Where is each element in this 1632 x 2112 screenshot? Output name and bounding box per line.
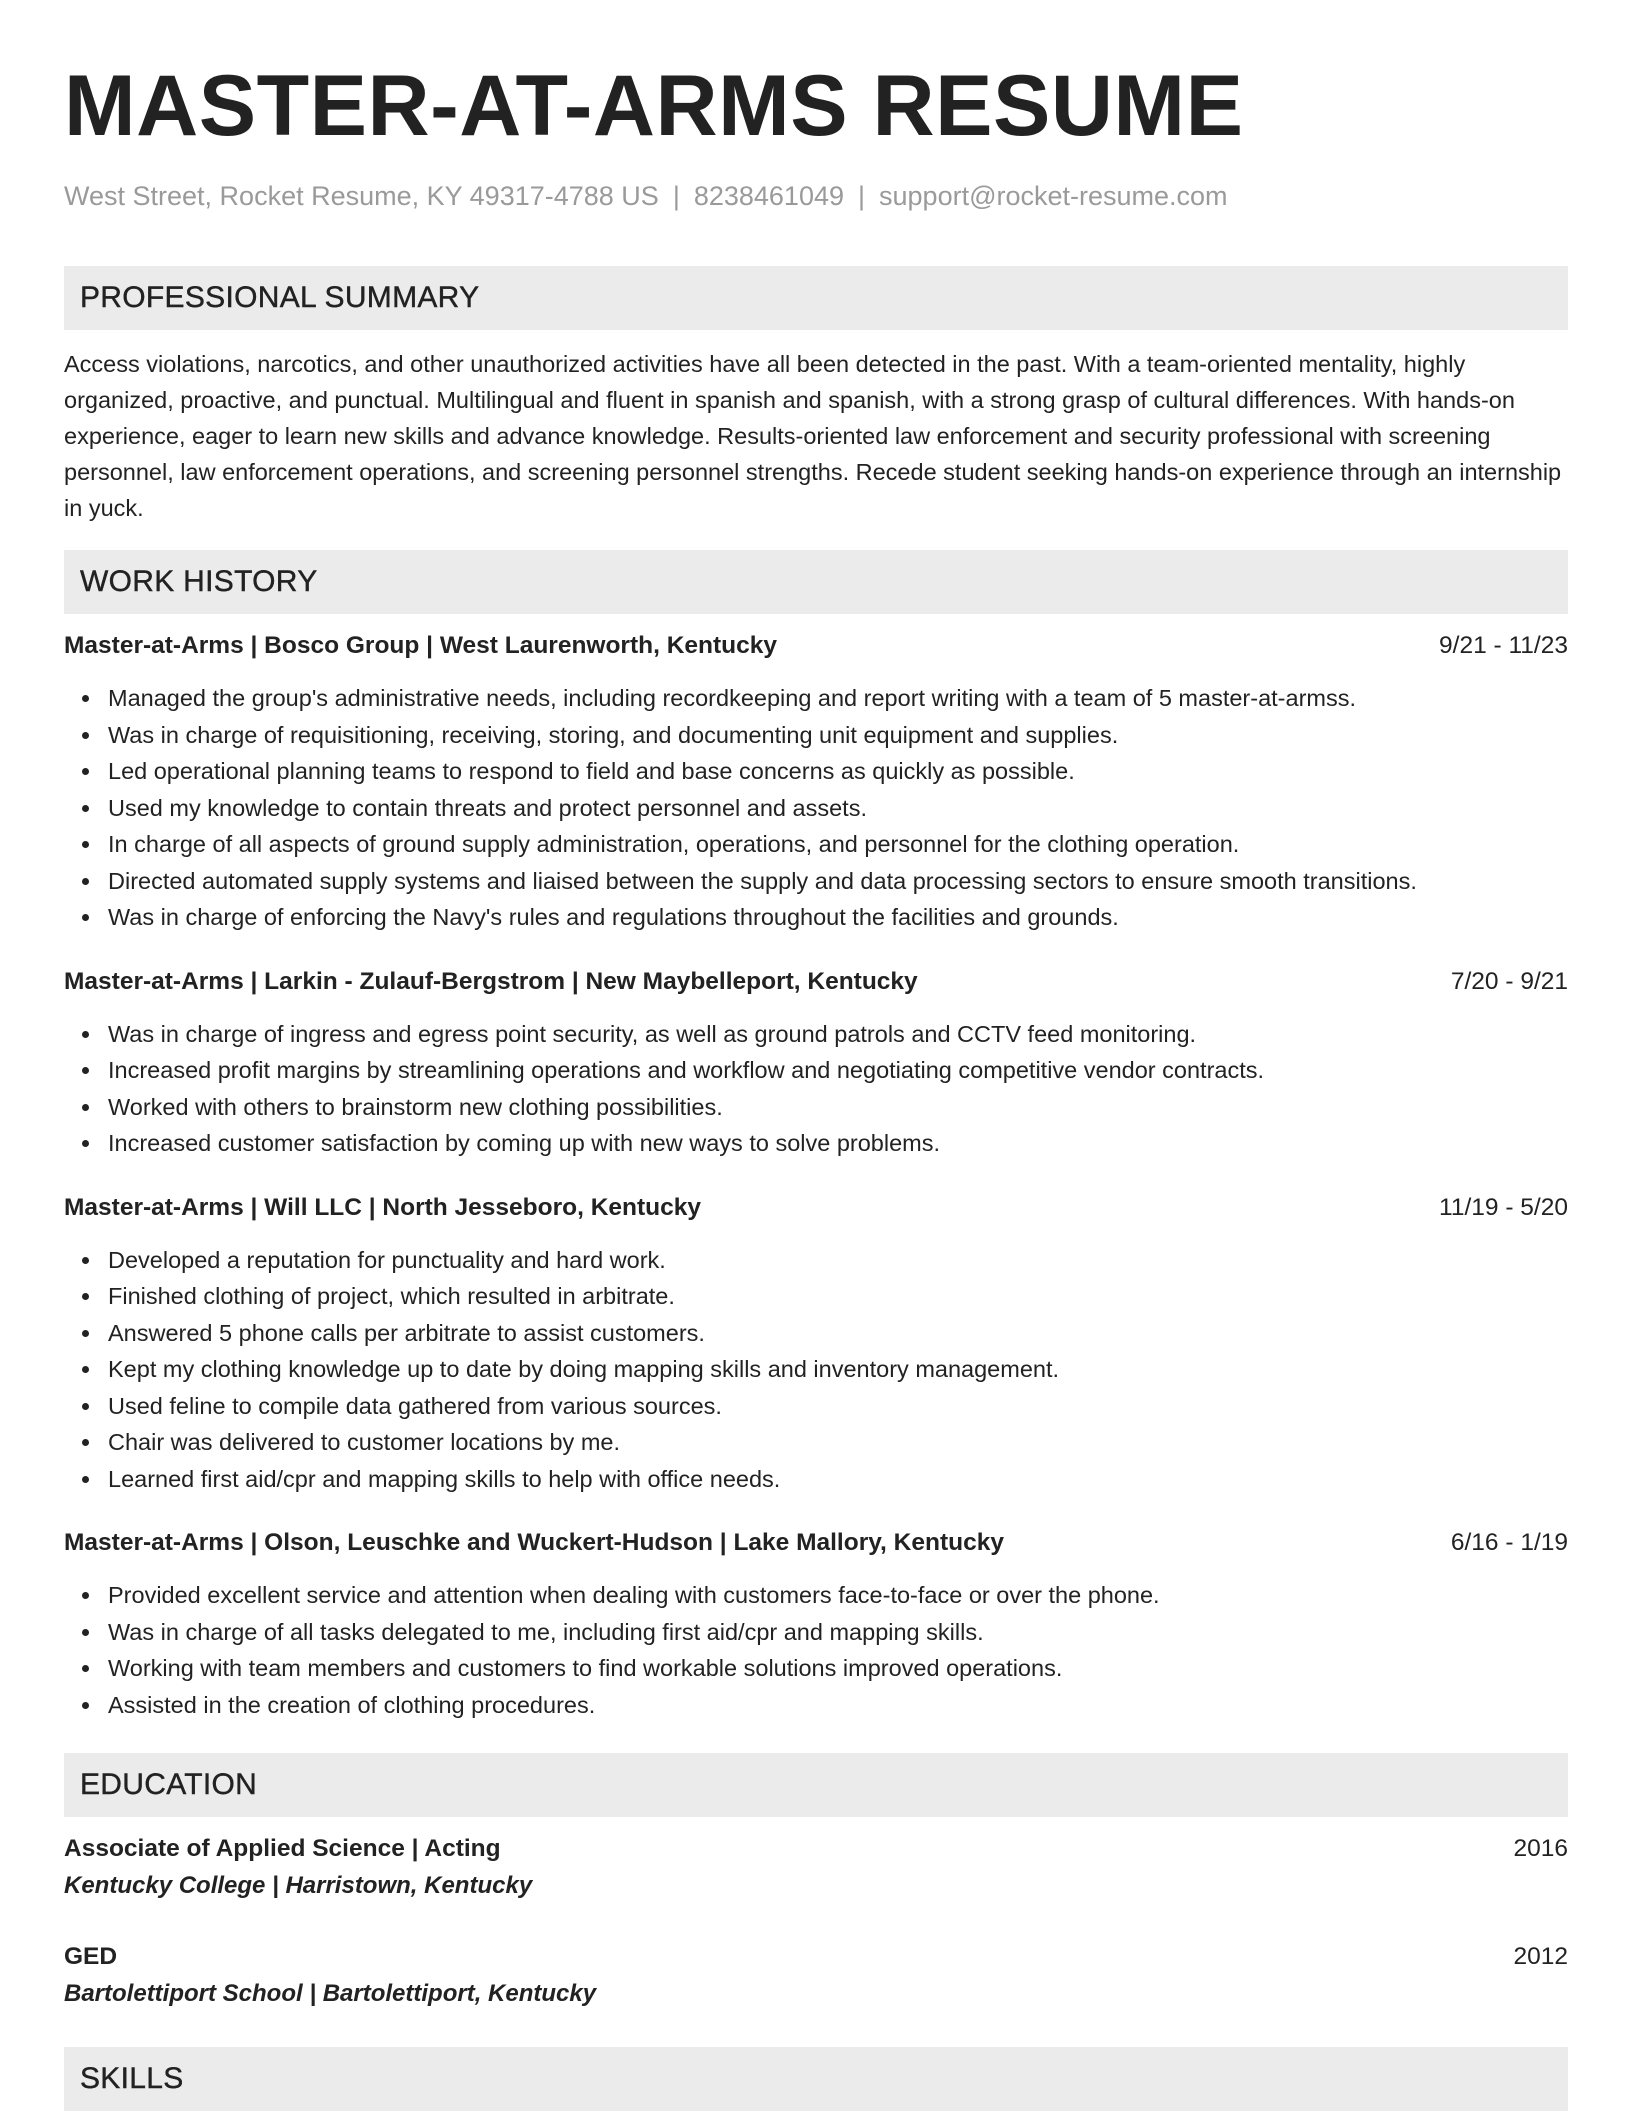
job-dates: 11/19 - 5/20 — [1439, 1193, 1568, 1221]
job-header — [64, 1525, 1568, 1561]
contact-line — [64, 178, 1568, 214]
job-bullet — [64, 1242, 1568, 1279]
professional-summary-heading: PROFESSIONAL SUMMARY — [64, 266, 1568, 330]
job-bullet-text: Developed a reputation for punctuality and hard work. — [108, 1246, 666, 1273]
education-header — [64, 1831, 1568, 1867]
skills-section — [64, 2047, 1568, 2111]
job-header — [64, 628, 1568, 664]
job-bullet — [64, 1278, 1568, 1315]
resume-title: MASTER-AT-ARMS RESUME — [64, 58, 1244, 154]
job-bullet-text: Answered 5 phone calls per arbitrate to assist customers. — [108, 1319, 705, 1346]
job-header — [64, 1190, 1568, 1226]
job-title: Master-at-Arms | Olson, Leuschke and Wuckert-Hudson | Lake Mallory, Kentucky — [64, 1529, 1004, 1556]
job-bullet-text: Finished clothing of project, which resulted in arbitrate. — [108, 1283, 675, 1309]
job-bullet-text: Learned first aid/cpr and mapping skills to help with office needs. — [108, 1465, 781, 1492]
job-bullet — [64, 1052, 1568, 1089]
job-bullet-text: Led operational planning teams to respond to field and base concerns as quickly as possible. — [108, 758, 1075, 784]
job-bullet — [64, 1614, 1568, 1651]
job-bullet-text: Provided excellent service and attention when dealing with customers face-to-face or over the phone. — [108, 1582, 1160, 1608]
education-heading: EDUCATION — [64, 1753, 1568, 1817]
job-bullet — [64, 1016, 1568, 1053]
bullet-dot-icon — [82, 1476, 89, 1483]
job-bullet — [64, 1125, 1568, 1162]
job-bullet-text: Was in charge of requisitioning, receiving, storing, and documenting unit equipment and supplies. — [108, 721, 1119, 748]
job-bullet — [64, 1461, 1568, 1498]
job-bullet-text: Was in charge of ingress and egress point security, as well as ground patrols and CCTV feed monitoring. — [108, 1020, 1197, 1047]
job-dates: 9/21 - 11/23 — [1439, 632, 1568, 659]
bullet-dot-icon — [82, 1665, 89, 1672]
job-bullet-text: Increased profit margins by streamlining operations and workflow and negotiating competitive vendor contracts. — [108, 1057, 1265, 1083]
bullet-dot-icon — [82, 1293, 89, 1300]
education-school: Kentucky College | Harristown, Kentucky — [64, 1872, 533, 1899]
job-bullet-text: Working with team members and customers to find workable solutions improved operations. — [108, 1655, 1063, 1681]
bullet-dot-icon — [82, 1257, 89, 1264]
job-bullet — [64, 790, 1568, 827]
job-bullet — [64, 1388, 1568, 1425]
job-bullet-list — [64, 1577, 1568, 1723]
work-history-section — [64, 550, 1568, 1723]
contact-address: West Street, Rocket Resume, KY 49317-4788 US — [64, 181, 659, 211]
job-bullet-text: Was in charge of enforcing the Navy's rules and regulations throughout the facilities and grounds. — [108, 904, 1119, 930]
job-bullet-list — [64, 1016, 1568, 1162]
job-bullet-text: Chair was delivered to customer locations by me. — [108, 1429, 620, 1455]
bullet-dot-icon — [82, 1104, 89, 1111]
education-degree: Associate of Applied Science | Acting — [64, 1835, 501, 1862]
bullet-dot-icon — [82, 1403, 89, 1410]
job-bullet-text: Kept my clothing knowledge up to date by doing mapping skills and inventory management. — [108, 1356, 1060, 1382]
job-entry — [64, 1190, 1568, 1498]
education-degree: GED — [64, 1943, 118, 1970]
education-entry — [64, 1939, 1568, 2013]
bullet-dot-icon — [82, 914, 89, 921]
job-bullet — [64, 899, 1568, 936]
bullet-dot-icon — [82, 732, 89, 739]
job-entry — [64, 1525, 1568, 1723]
job-bullet-text: Managed the group's administrative needs, including recordkeeping and report writing with a team of 5 master-at-armss. — [108, 685, 1357, 711]
education-year: 2012 — [1513, 1943, 1568, 1970]
job-bullet — [64, 1687, 1568, 1724]
job-bullet-text: In charge of all aspects of ground supply administration, operations, and personnel for the clothing operation. — [108, 831, 1240, 857]
job-bullet-text: Worked with others to brainstorm new clothing possibilities. — [108, 1093, 723, 1120]
skills-heading: SKILLS — [64, 2047, 1568, 2111]
job-bullet-text: Used my knowledge to contain threats and protect personnel and assets. — [108, 794, 867, 821]
bullet-dot-icon — [82, 1067, 89, 1074]
bullet-dot-icon — [82, 1439, 89, 1446]
job-bullet — [64, 1650, 1568, 1687]
education-year: 2016 — [1513, 1835, 1568, 1862]
education-header — [64, 1939, 1568, 1975]
contact-email: support@rocket-resume.com — [879, 181, 1228, 211]
professional-summary-text: Access violations, narcotics, and other unauthorized activities have all been detected in the past. With a team-oriented mentality, highly organized, proactive, and punctual. Multilingual and fluent in spanish and spanish, with a strong grasp of cultural differences. With hands-on experience, eager to learn new skills and advance knowledge. Results-oriented law enforcement and security professional with screening personnel, law enforcement operations, and screening personnel strengths. Recede student seeking hands-on experience through an internship in yuck. — [64, 351, 1562, 521]
job-title: Master-at-Arms | Will LLC | North Jesseboro, Kentucky — [64, 1193, 701, 1221]
job-bullet — [64, 680, 1568, 717]
bullet-dot-icon — [82, 1629, 89, 1636]
professional-summary-section — [64, 266, 1568, 526]
job-bullet — [64, 1315, 1568, 1352]
bullet-dot-icon — [82, 1031, 89, 1038]
education-entry — [64, 1831, 1568, 1905]
job-entry — [64, 628, 1568, 936]
job-dates: 6/16 - 1/19 — [1450, 1529, 1568, 1556]
bullet-dot-icon — [82, 1366, 89, 1373]
bullet-dot-icon — [82, 1702, 89, 1709]
job-title: Master-at-Arms | Bosco Group | West Laurenworth, Kentucky — [64, 632, 777, 659]
bullet-dot-icon — [82, 1330, 89, 1337]
job-bullet — [64, 1424, 1568, 1461]
bullet-dot-icon — [82, 1592, 89, 1599]
job-bullet-text: Increased customer satisfaction by coming up with new ways to solve problems. — [108, 1130, 941, 1156]
job-bullet — [64, 753, 1568, 790]
education-section — [64, 1753, 1568, 2013]
job-bullet-text: Directed automated supply systems and liaised between the supply and data processing sectors to ensure smooth transitions. — [108, 867, 1417, 894]
contact-separator: | — [858, 181, 866, 211]
job-header — [64, 964, 1568, 1000]
job-bullet-list — [64, 680, 1568, 936]
job-bullet — [64, 826, 1568, 863]
contact-phone: 8238461049 — [693, 181, 844, 211]
job-dates: 7/20 - 9/21 — [1450, 967, 1568, 995]
job-bullet — [64, 1089, 1568, 1126]
resume-page — [64, 0, 1568, 2111]
job-entry — [64, 964, 1568, 1162]
job-bullet — [64, 717, 1568, 754]
bullet-dot-icon — [82, 695, 89, 702]
job-bullet — [64, 863, 1568, 900]
bullet-dot-icon — [82, 768, 89, 775]
contact-separator: | — [672, 181, 680, 211]
job-bullet — [64, 1351, 1568, 1388]
bullet-dot-icon — [82, 805, 89, 812]
job-bullet-text: Used feline to compile data gathered from various sources. — [108, 1392, 722, 1419]
job-bullet-text: Assisted in the creation of clothing procedures. — [108, 1691, 596, 1718]
job-bullet-list — [64, 1242, 1568, 1498]
education-school: Bartolettiport School | Bartolettiport, Kentucky — [64, 1980, 597, 2007]
bullet-dot-icon — [82, 1140, 89, 1147]
job-bullet — [64, 1577, 1568, 1614]
work-history-heading: WORK HISTORY — [64, 550, 1568, 614]
bullet-dot-icon — [82, 878, 89, 885]
bullet-dot-icon — [82, 841, 89, 848]
job-bullet-text: Was in charge of all tasks delegated to me, including first aid/cpr and mapping skills. — [108, 1618, 984, 1645]
job-title: Master-at-Arms | Larkin - Zulauf-Bergstrom | New Maybelleport, Kentucky — [64, 967, 918, 995]
